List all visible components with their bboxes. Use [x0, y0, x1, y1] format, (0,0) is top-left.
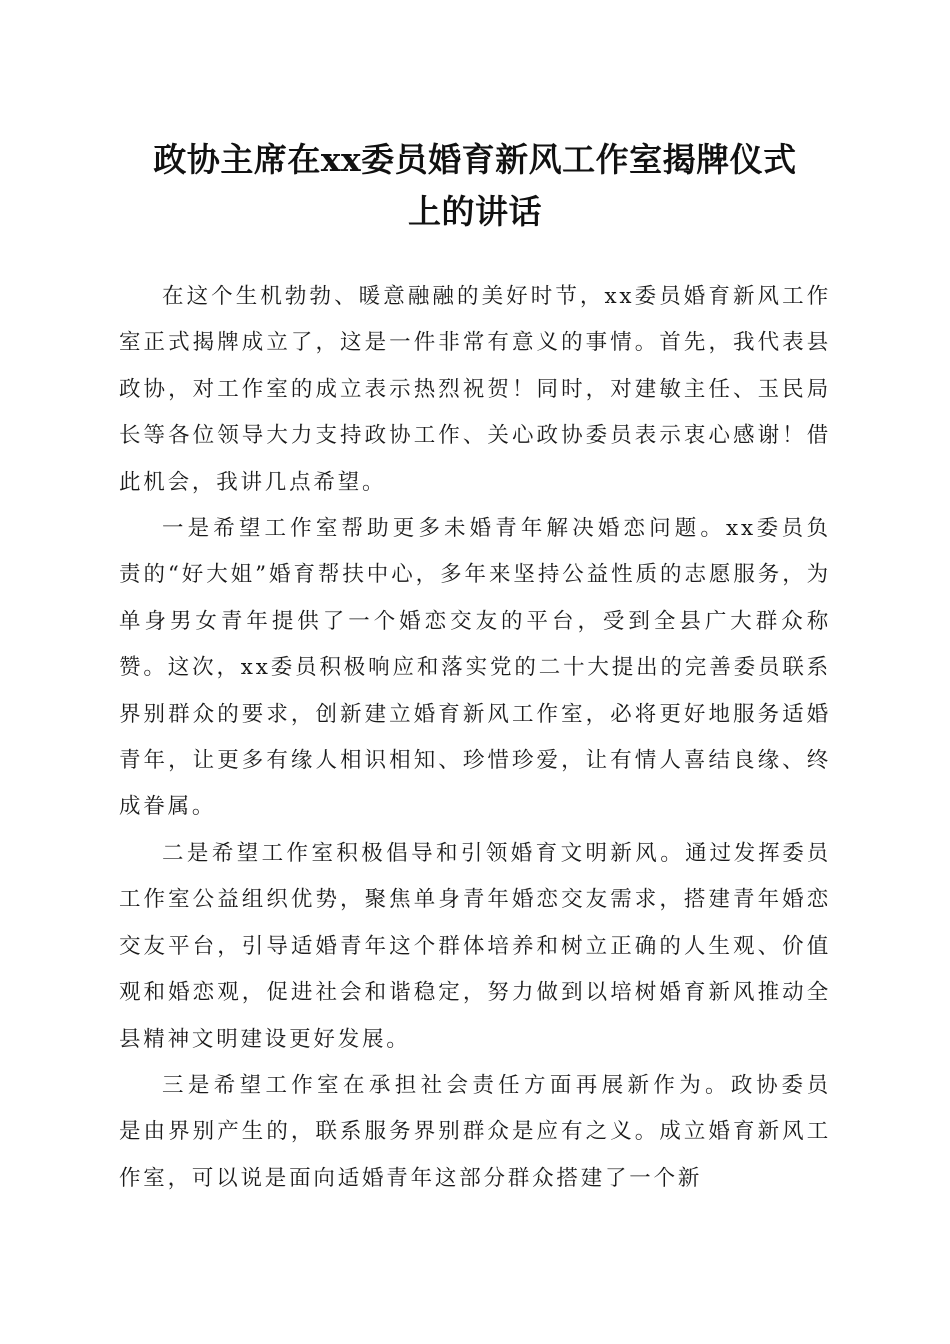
- document-title: [110, 134, 840, 238]
- paragraph-2: [119, 506, 831, 831]
- title-line-1: 政协主席在xx委员婚育新风工作室揭牌仪式: [153, 140, 797, 179]
- paragraph-3-lead: 二是希望工作室积极倡导和引领婚育文明新风。: [162, 840, 686, 866]
- paragraph-3-text: 通过发挥委员工作室公益组织优势，聚焦单身青年婚恋交友需求，搭建青年婚恋交友平台，引导适婚青年这个群体培养和树立正确的人生观、价值观和婚恋观，促进社会和谐稳定，努力做到以培树婚育新风推动全县精神文明建设更好发展。: [119, 840, 831, 1052]
- document-body: [119, 274, 831, 1202]
- paragraph-1-text: 在这个生机勃勃、暖意融融的美好时节，xx委员婚育新风工作室正式揭牌成立了，这是一件非常有意义的事情。首先，我代表县政协，对工作室的成立表示热烈祝贺！同时，对建敏主任、玉民局长等各位领导大力支持政协工作、关心政协委员表示衷心感谢！借此机会，我讲几点希望。: [119, 284, 831, 495]
- paragraph-1: [119, 274, 831, 506]
- title-line-2: 上的讲话: [408, 192, 542, 231]
- paragraph-4-text: 政协委员是由界别产生的，联系服务界别群众是应有之义。成立婚育新风工作室，可以说是面向适婚青年这部分群众搭建了一个新: [119, 1072, 832, 1191]
- paragraph-2-lead: 一是希望工作室帮助更多未婚青年解决婚恋问题。: [162, 516, 727, 542]
- paragraph-3: [119, 831, 831, 1063]
- paragraph-4-lead: 三是希望工作室在承担社会责任方面再展新作为。: [162, 1072, 731, 1098]
- paragraph-2-text: xx委员负责的“好大姐”婚育帮扶中心，多年来坚持公益性质的志愿服务，为单身男女青年提供了一个婚恋交友的平台，受到全县广大群众称赞。这次，xx委员积极响应和落实党的二十大提出的完善委员联系界别群众的要求，创新建立婚育新风工作室，必将更好地服务适婚青年，让更多有缘人相识相知、珍惜珍爱，让有情人喜结良缘、终成眷属。: [119, 516, 831, 820]
- paragraph-4: [119, 1063, 831, 1202]
